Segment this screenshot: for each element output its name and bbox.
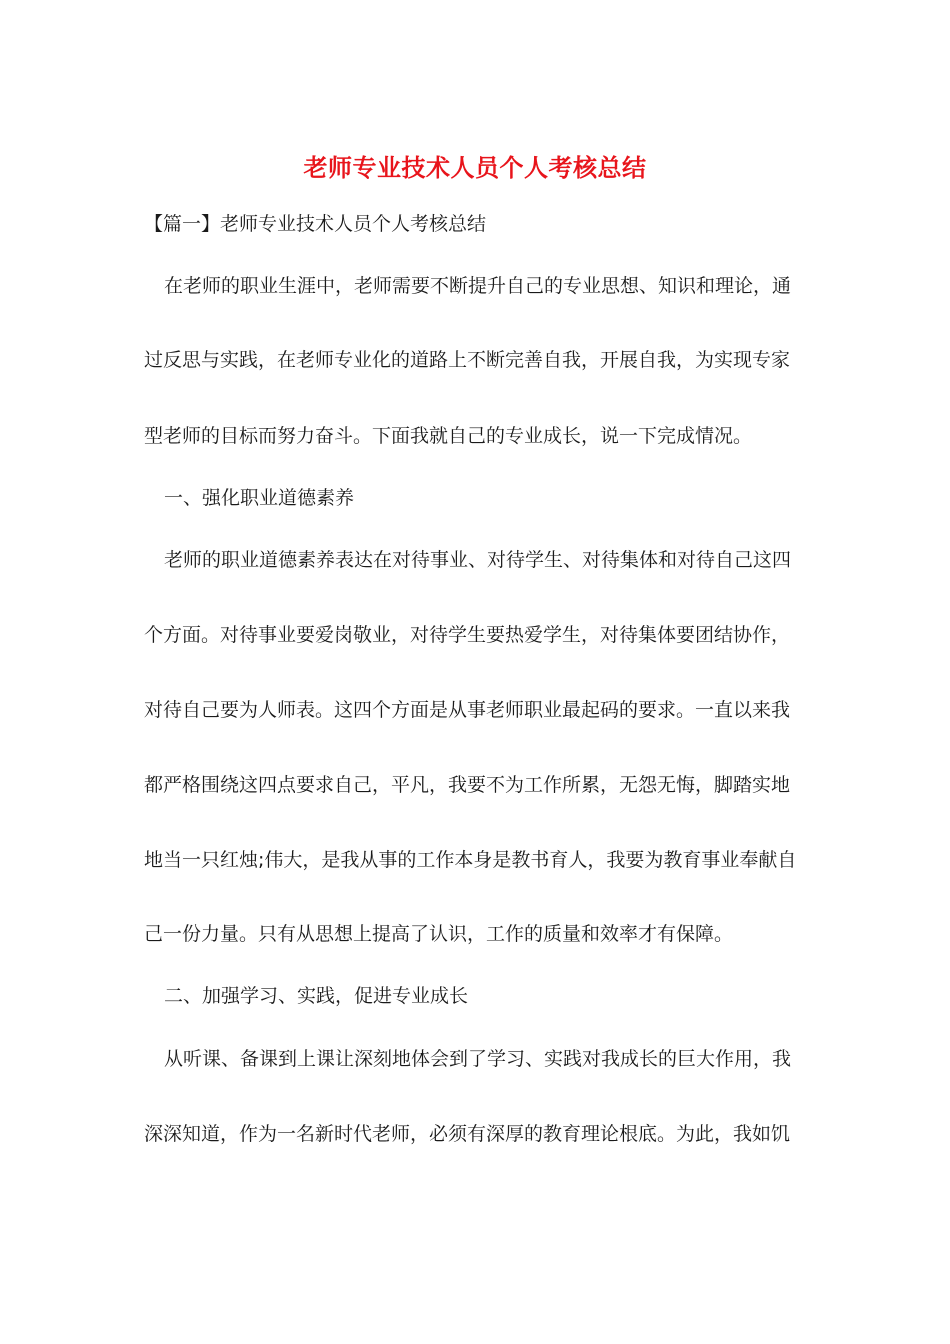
section-heading-part-one: 【篇一】老师专业技术人员个人考核总结 [144,213,487,235]
paragraph-line: 老师的职业道德素养表达在对待事业、对待学生、对待集体和对待自己这四 [164,549,792,571]
paragraph-line: 从听课、备课到上课让深刻地体会到了学习、实践对我成长的巨大作用，我 [164,1048,792,1070]
paragraph-line: 个方面。对待事业要爱岗敬业，对待学生要热爱学生，对待集体要团结协作， [144,624,791,646]
document-title: 老师专业技术人员个人考核总结 [303,154,647,182]
paragraph-line: 地当一只红烛;伟大，是我从事的工作本身是教书育人，我要为教育事业奉献自 [144,849,797,871]
paragraph-line: 深深知道，作为一名新时代老师，必须有深厚的教育理论根底。为此，我如饥 [144,1123,791,1145]
paragraph-line: 在老师的职业生涯中，老师需要不断提升自己的专业思想、知识和理论，通 [164,275,792,297]
paragraph-line: 己一份力量。只有从思想上提高了认识，工作的质量和效率才有保障。 [144,923,734,945]
section-heading-one: 一、强化职业道德素养 [164,487,355,509]
paragraph-line: 对待自己要为人师表。这四个方面是从事老师职业最起码的要求。一直以来我 [144,699,791,721]
paragraph-line: 过反思与实践，在老师专业化的道路上不断完善自我，开展自我，为实现专家 [144,349,791,371]
paragraph-line: 型老师的目标而努力奋斗。下面我就自己的专业成长，说一下完成情况。 [144,425,753,447]
paragraph-line: 都严格围绕这四点要求自己，平凡，我要不为工作所累，无怨无悔，脚踏实地 [144,774,791,796]
section-heading-two: 二、加强学习、实践，促进专业成长 [164,985,469,1007]
